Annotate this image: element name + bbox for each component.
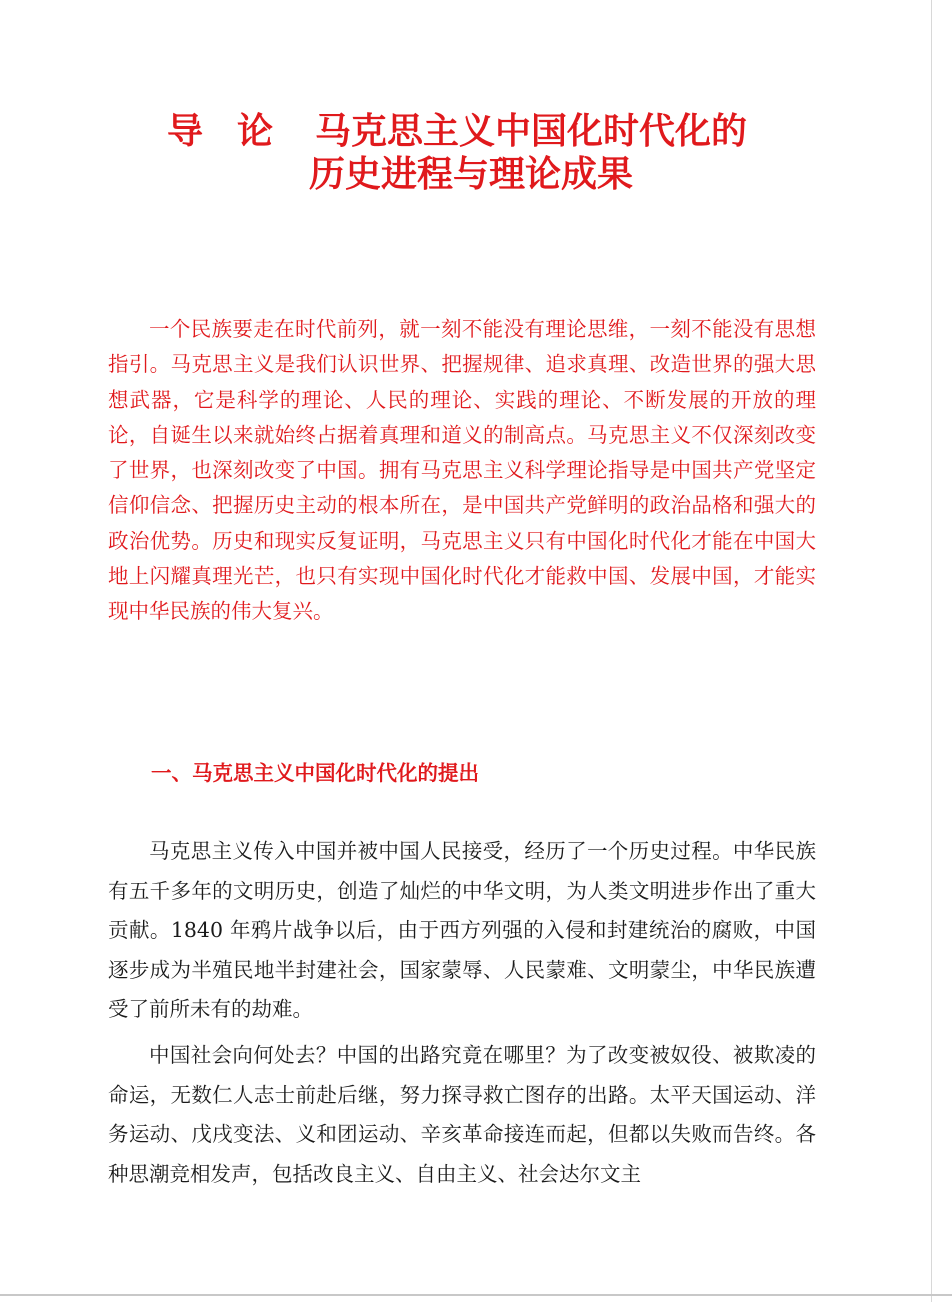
chapter-title-main: 马克思主义中国化时代化的 (315, 111, 748, 152)
chapter-title-line-1 (167, 112, 747, 152)
chapter-title-line-2: 历史进程与理论成果 (309, 154, 634, 195)
intro-paragraph: 一个民族要走在时代前列，就一刻不能没有理论思维，一刻不能没有思想指引。马克思主义是我们认识世界、把握规律、追求真理、改造世界的强大思想武器，它是科学的理论、人民的理论、实践的理论、不断发展的开放的理论，自诞生以来就始终占据着真理和道义的制高点。马克思主义不仅深刻改变了世界，也深刻改变了中国。拥有马克思主义科学理论指导是中国共产党坚定信仰信念、把握历史主动的根本所在，是中国共产党鲜明的政治品格和强大的政治优势。历史和现实反复证明，马克思主义只有中国化时代化才能在中国大地上闪耀真理光芒，也只有实现中国化时代化才能救中国、发展中国，才能实现中华民族的伟大复兴。 (108, 317, 816, 624)
body-paragraph-2: 中国社会向何处去？中国的出路究竟在哪里？为了改变被奴役、被欺凌的命运，无数仁人志士前赴后继，努力探寻救亡图存的出路。太平天国运动、洋务运动、戊戌变法、义和团运动、辛亥革命接连而起，但都以失败而告终。各种思潮竞相发声，包括改良主义、自由主义、社会达尔文主 (108, 1043, 816, 1186)
page-edge-bottom (0, 1294, 952, 1296)
body-paragraph-1: 马克思主义传入中国并被中国人民接受，经历了一个历史过程。中华民族有五千多年的文明历史，创造了灿烂的中华文明，为人类文明进步作出了重大贡献。1840 年鸦片战争以后，由于西方列强的入侵和封建统治的腐败，中国逐步成为半殖民地半封建社会，国家蒙辱、人民蒙难、文明蒙尘，中华民族遭受了前所未有的劫难。 (108, 839, 816, 1021)
section-heading: 一、马克思主义中国化时代化的提出 (151, 761, 479, 785)
chapter-label: 导论 (167, 111, 308, 152)
page-edge-right (931, 0, 932, 1302)
